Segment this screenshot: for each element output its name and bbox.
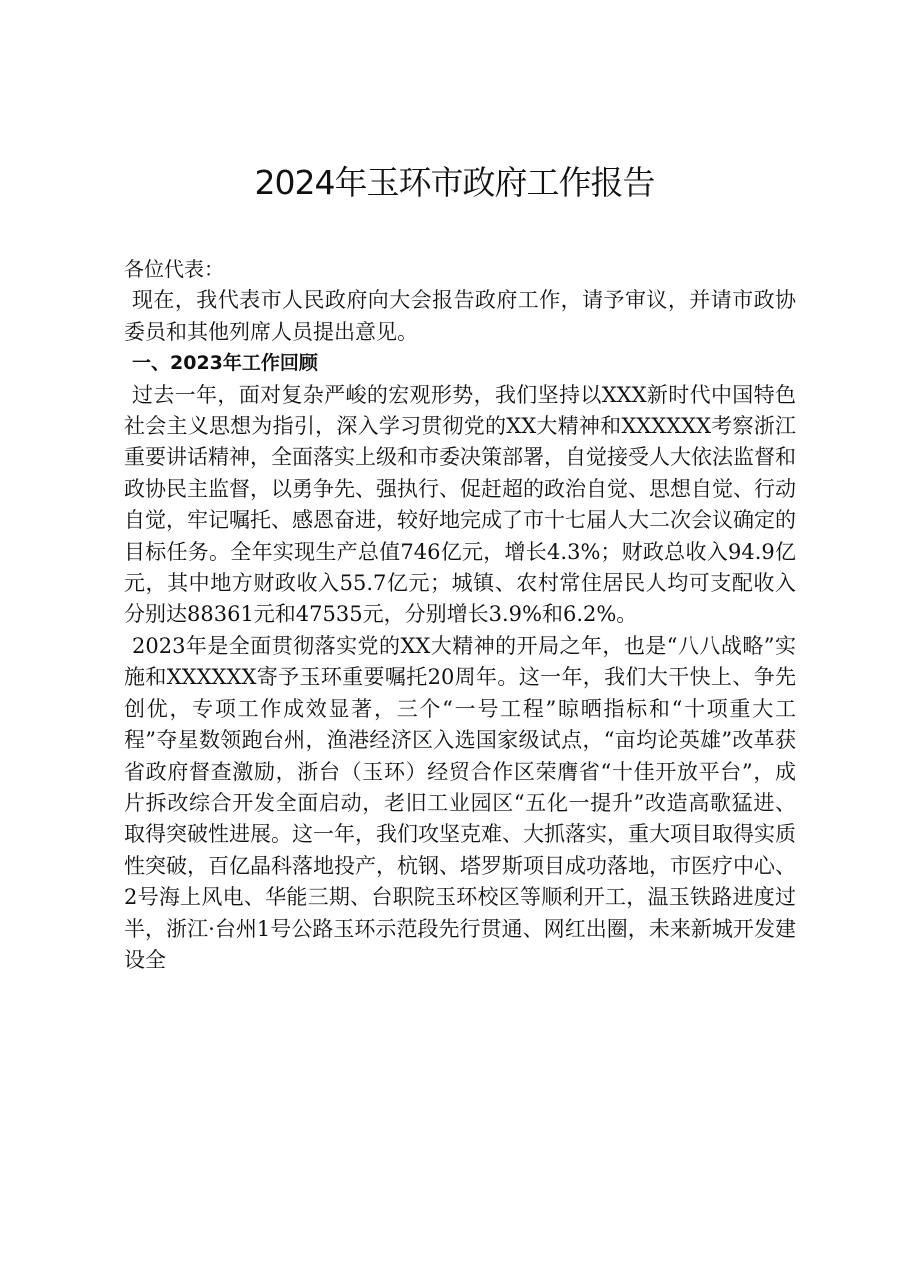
body-paragraph: 过去一年，面对复杂严峻的宏观形势，我们坚持以XXX新时代中国特色社会主义思想为指引，深入学习贯彻党的XX大精神和XXXXXX考察浙江重要讲话精神，全面落实上级和市委决策部署，自觉接受人大依法监督和政协民主监督，以勇争先、强执行、促赶超的政治自觉、思想自觉、行动自觉，牢记嘱托、感恩奋进，较好地完成了市十七届人大二次会议确定的目标任务。全年实现生产总值746亿元，增长4.3%；财政总收入94.9亿元，其中地方财政收入55.7亿元；城镇、农村常住居民人均可支配收入分别达88361元和47535元，分别增长3.9%和6.2%。 — [124, 382, 796, 627]
body-paragraph: 2023年是全面贯彻落实党的XX大精神的开局之年，也是“八八战略”实施和XXXXXX寄予玉环重要嘱托20周年。这一年，我们大干快上、争先创优，专项工作成效显著，三个“一号工程”晾晒指标和“十项重大工程”夺星数领跑台州，渔港经济区入选国家级试点，“亩均论英雄”改革获省政府督查激励，浙台（玉环）经贸合作区荣膺省“十佳开放平台”，成片拆改综合开发全面启动，老旧工业园区“五化一提升”改造高歌猛进、取得突破性进展。这一年，我们攻坚克难、大抓落实，重大项目取得实质性突破，百亿晶科落地投产，杭钢、塔罗斯项目成功落地，市医疗中心、2号海上风电、华能三期、台职院玉环校区等顺利开工，温玉铁路进度过半，浙江·台州1号公路玉环示范段先行贯通、网红出圈，未来新城开发建设全 — [124, 633, 796, 972]
document-title: 2024年玉环市政府工作报告 — [254, 163, 655, 202]
document-body — [124, 254, 796, 976]
section-heading: 一、2023年工作回顾 — [132, 352, 318, 375]
intro-paragraph: 现在，我代表市人民政府向大会报告政府工作，请予审议，并请市政协委员和其他列席人员提出意见。 — [124, 288, 796, 344]
salutation: 各位代表： — [124, 257, 224, 281]
